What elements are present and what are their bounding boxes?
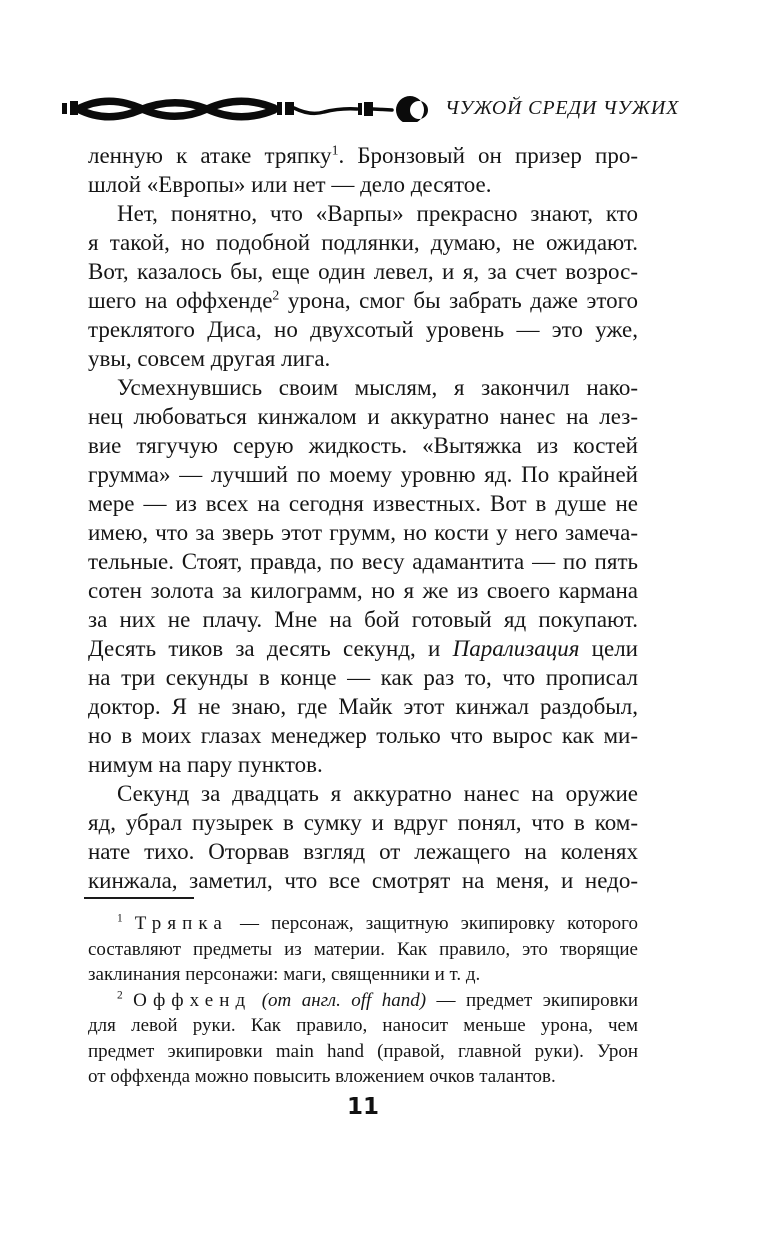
footnote-line xyxy=(88,962,638,988)
footnote-separator xyxy=(84,897,194,899)
body-paragraph xyxy=(88,199,638,373)
body-text xyxy=(88,141,638,895)
text-line xyxy=(88,431,638,460)
text-span xyxy=(123,913,135,934)
text-span: имею, что за зверь этот грумм, но кости у него замеча- xyxy=(88,520,638,545)
text-span: доктор. Я не знаю, где Майк этот кинжал раздобыл, xyxy=(88,694,638,719)
text-span: нимум на пару пунктов. xyxy=(88,752,323,777)
text-span: цели xyxy=(579,636,638,661)
text-line xyxy=(88,257,638,286)
text-span: для левой руки. Как правило, наносит меньше урона, чем xyxy=(88,1015,638,1036)
text-span xyxy=(123,990,133,1011)
text-span: шего на оффхенде xyxy=(88,288,273,313)
text-line xyxy=(88,344,638,373)
footnote-line xyxy=(88,1064,638,1090)
text-span: сотен золота за килограмм, но я же из своего кармана xyxy=(88,578,638,603)
emphasis-text: (от англ. off hand) xyxy=(261,989,427,1011)
text-span: Усмехнувшись своим мыслям, я закончил нако- xyxy=(117,375,638,400)
text-span: ленную к атаке тряпку xyxy=(88,143,332,168)
text-span: от оффхенда можно повысить вложением очков талантов. xyxy=(88,1066,556,1087)
text-line xyxy=(88,518,638,547)
text-line xyxy=(88,286,638,315)
text-line xyxy=(88,199,638,228)
page-number: 11 xyxy=(346,1094,379,1120)
text-line xyxy=(88,576,638,605)
text-span: тельные. Стоят, правда, по весу адамантита — по пять xyxy=(88,549,638,574)
text-span: Десять тиков за десять секунд, и xyxy=(88,636,453,661)
text-span: грумма» — лучший по моему уровню яд. По крайней xyxy=(88,462,638,487)
text-span: на три секунды в конце — как раз то, что прописал xyxy=(88,665,638,690)
footnote-marker: 1 xyxy=(117,912,123,925)
footnote-line xyxy=(88,911,638,937)
footnotes xyxy=(88,911,638,1090)
text-line xyxy=(88,692,638,721)
running-header xyxy=(62,94,679,122)
text-line xyxy=(88,634,638,663)
footnote-marker: 2 xyxy=(272,287,280,303)
text-span: вие тягучую серую жидкость. «Вытяжка из костей xyxy=(88,433,638,458)
text-span: урона, смог бы забрать даже этого xyxy=(279,288,638,313)
text-line xyxy=(88,228,638,257)
text-span: яд, убрал пузырек в сумку и вдруг понял, что в ком- xyxy=(88,810,638,835)
text-line xyxy=(88,402,638,431)
body-paragraph xyxy=(88,373,638,779)
text-line xyxy=(88,170,638,199)
text-line xyxy=(88,866,638,895)
text-line xyxy=(88,837,638,866)
footnote-marker: 2 xyxy=(117,989,123,1002)
text-span: но в моих глазах менеджер только что вырос как ми- xyxy=(88,723,638,748)
braided-whip-ornament-icon xyxy=(62,94,432,122)
text-line xyxy=(88,779,638,808)
text-span: составляют предметы из материи. Как правило, это творящие xyxy=(88,938,638,960)
text-span: нате тихо. Оторвав взгляд от лежащего на коленях xyxy=(88,839,638,864)
footnote-paragraph xyxy=(88,911,638,988)
text-span: предмет экипировки main hand (правой, главной руки). Урон xyxy=(88,1040,638,1062)
footnote-paragraph xyxy=(88,988,638,1090)
text-line xyxy=(88,489,638,518)
footnote-line xyxy=(88,1013,638,1039)
text-span: я такой, но подобной подлянки, думаю, не ожидают. xyxy=(88,230,638,255)
text-line xyxy=(88,750,638,779)
running-header-title: ЧУЖОЙ СРЕДИ ЧУЖИХ xyxy=(445,96,680,119)
text-line xyxy=(88,663,638,692)
text-span: заклинания персонажи: маги, священники и т. д. xyxy=(88,964,481,985)
text-span: Секунд за двадцать я аккуратно нанес на оружие xyxy=(117,781,638,806)
emphasis-text: Парализация xyxy=(452,636,580,661)
body-paragraph xyxy=(88,779,638,895)
footnote-line xyxy=(88,937,638,963)
footnote-marker: 1 xyxy=(331,142,339,158)
text-line xyxy=(88,605,638,634)
text-span: Вот, казалось бы, еще один левел, и я, за счет возрос- xyxy=(88,259,638,284)
spaced-term-text: Оффхенд xyxy=(133,989,252,1011)
text-line xyxy=(88,808,638,837)
text-span: — предмет экипировки xyxy=(426,989,638,1011)
text-span: мере — из всех на сегодня известных. Вот в душе не xyxy=(88,491,638,516)
text-line xyxy=(88,373,638,402)
text-line xyxy=(88,547,638,576)
text-line xyxy=(88,721,638,750)
footnote-line xyxy=(88,1039,638,1065)
text-span: кинжала, заметил, что все смотрят на меня, и недо- xyxy=(88,868,638,893)
text-span: за них не плачу. Мне на бой готовый яд покупают. xyxy=(88,607,638,632)
text-span: — персонаж, защитную экипировку которого xyxy=(227,913,638,934)
text-span: нец любоваться кинжалом и аккуратно нанес на лез- xyxy=(88,404,638,429)
text-span: треклятого Диса, но двухсотый уровень — это уже, xyxy=(88,317,638,342)
text-span: . Бронзовый он призер про- xyxy=(338,143,638,168)
text-line xyxy=(88,315,638,344)
text-span: Нет, понятно, что «Варпы» прекрасно знают, кто xyxy=(117,201,638,226)
text-line xyxy=(88,460,638,489)
text-span xyxy=(251,990,261,1011)
text-span: шлой «Европы» или нет — дело десятое. xyxy=(88,172,492,197)
text-span: увы, совсем другая лига. xyxy=(88,346,331,371)
text-line xyxy=(88,141,638,170)
spaced-term-text: Тряпка xyxy=(134,913,228,934)
body-paragraph xyxy=(88,141,638,199)
footnote-line xyxy=(88,988,638,1014)
